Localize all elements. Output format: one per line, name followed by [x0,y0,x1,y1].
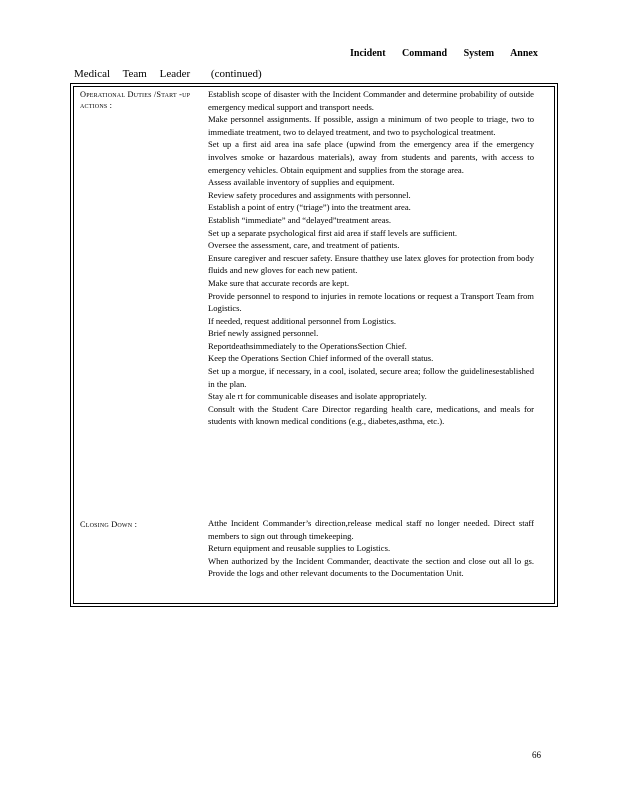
list-item: Keep the Operations Section Chief informed of the overall status. [208,353,434,364]
page-number: 66 [532,750,541,760]
closing-down-label: Closing Down : [80,520,138,529]
list-item: Provide personnel to respond to injuries in remote locations or request a Transport Team from Logistics. [208,290,534,314]
list-item: If needed, request additional personnel from Logistics. [208,315,397,326]
closing-down-items [208,517,534,580]
list-item: Make sure that accurate records are kept. [208,277,350,288]
list-item: Return equipment and reusable supplies to Logistics. [208,543,391,554]
list-item: Set up a separate psychological first aid area if staff levels are sufficient. [208,227,458,238]
list-item: When authorized by the Incident Commander, deactivate the section and close out all lo gs. Provide the logs and other relevant documents to the Documentation Unit. [208,555,534,579]
list-item: Assess available inventory of supplies and equipment. [208,177,395,188]
list-item: Make personnel assignments. If possible, assign a minimum of two people to triage, two to immediate treatment, two to delayed treatment, and two to psychological treatment. [208,114,534,137]
operational-duties-label: Operational Duties /Start -up actions : [80,90,191,110]
section-title: Medical Team Leader [74,68,191,80]
continued-label: (continued) [210,68,262,80]
list-item: Set up a morgue, if necessary, in a cool, isolated, secure area; follow the guidelinesestablished in the plan. [208,366,534,389]
annex-title: Incident Command System Annex [350,48,538,59]
operational-duties-items [208,88,534,428]
list-item: Reportdeathsimmediately to the OperationsSection Chief. [208,340,407,351]
list-item: Establish scope of disaster with the Incident Commander and determine probability of outside emergency medical support and transport needs. [208,89,534,112]
list-item: Set up a first aid area ina safe place (upwind from the emergency area if the emergency involves smoke or hazardous materials), away from students and parents, with access to emergency vehicles. Obtain equipment and supplies from the storage area. [208,139,534,175]
list-item: Brief newly assigned personnel. [208,328,319,339]
list-item: Oversee the assessment, care, and treatment of patients. [208,240,400,251]
list-item: Establish a point of entry (“triage”) into the treatment area. [208,202,411,213]
list-item: Establish “immediate” and “delayed”treatment areas. [208,214,392,225]
list-item: Atthe Incident Commander’s direction,release medical staff no longer needed. Direct staff members to sign out through timekeeping. [208,518,534,541]
duties-table [73,86,555,604]
list-item: Stay ale rt for communicable diseases and isolate appropriately. [208,391,427,402]
list-item: Ensure caregiver and rescuer safety. Ensure thatthey use latex gloves for protection from body fluids and new gloves for each new patient. [208,252,534,276]
list-item: Review safety procedures and assignments with personnel. [208,189,411,200]
list-item: Consult with the Student Care Director regarding health care, medications, and meals for students with known medical conditions (e.g., diabetes,asthma, etc.). [208,403,534,427]
section-subtitle [74,68,262,80]
